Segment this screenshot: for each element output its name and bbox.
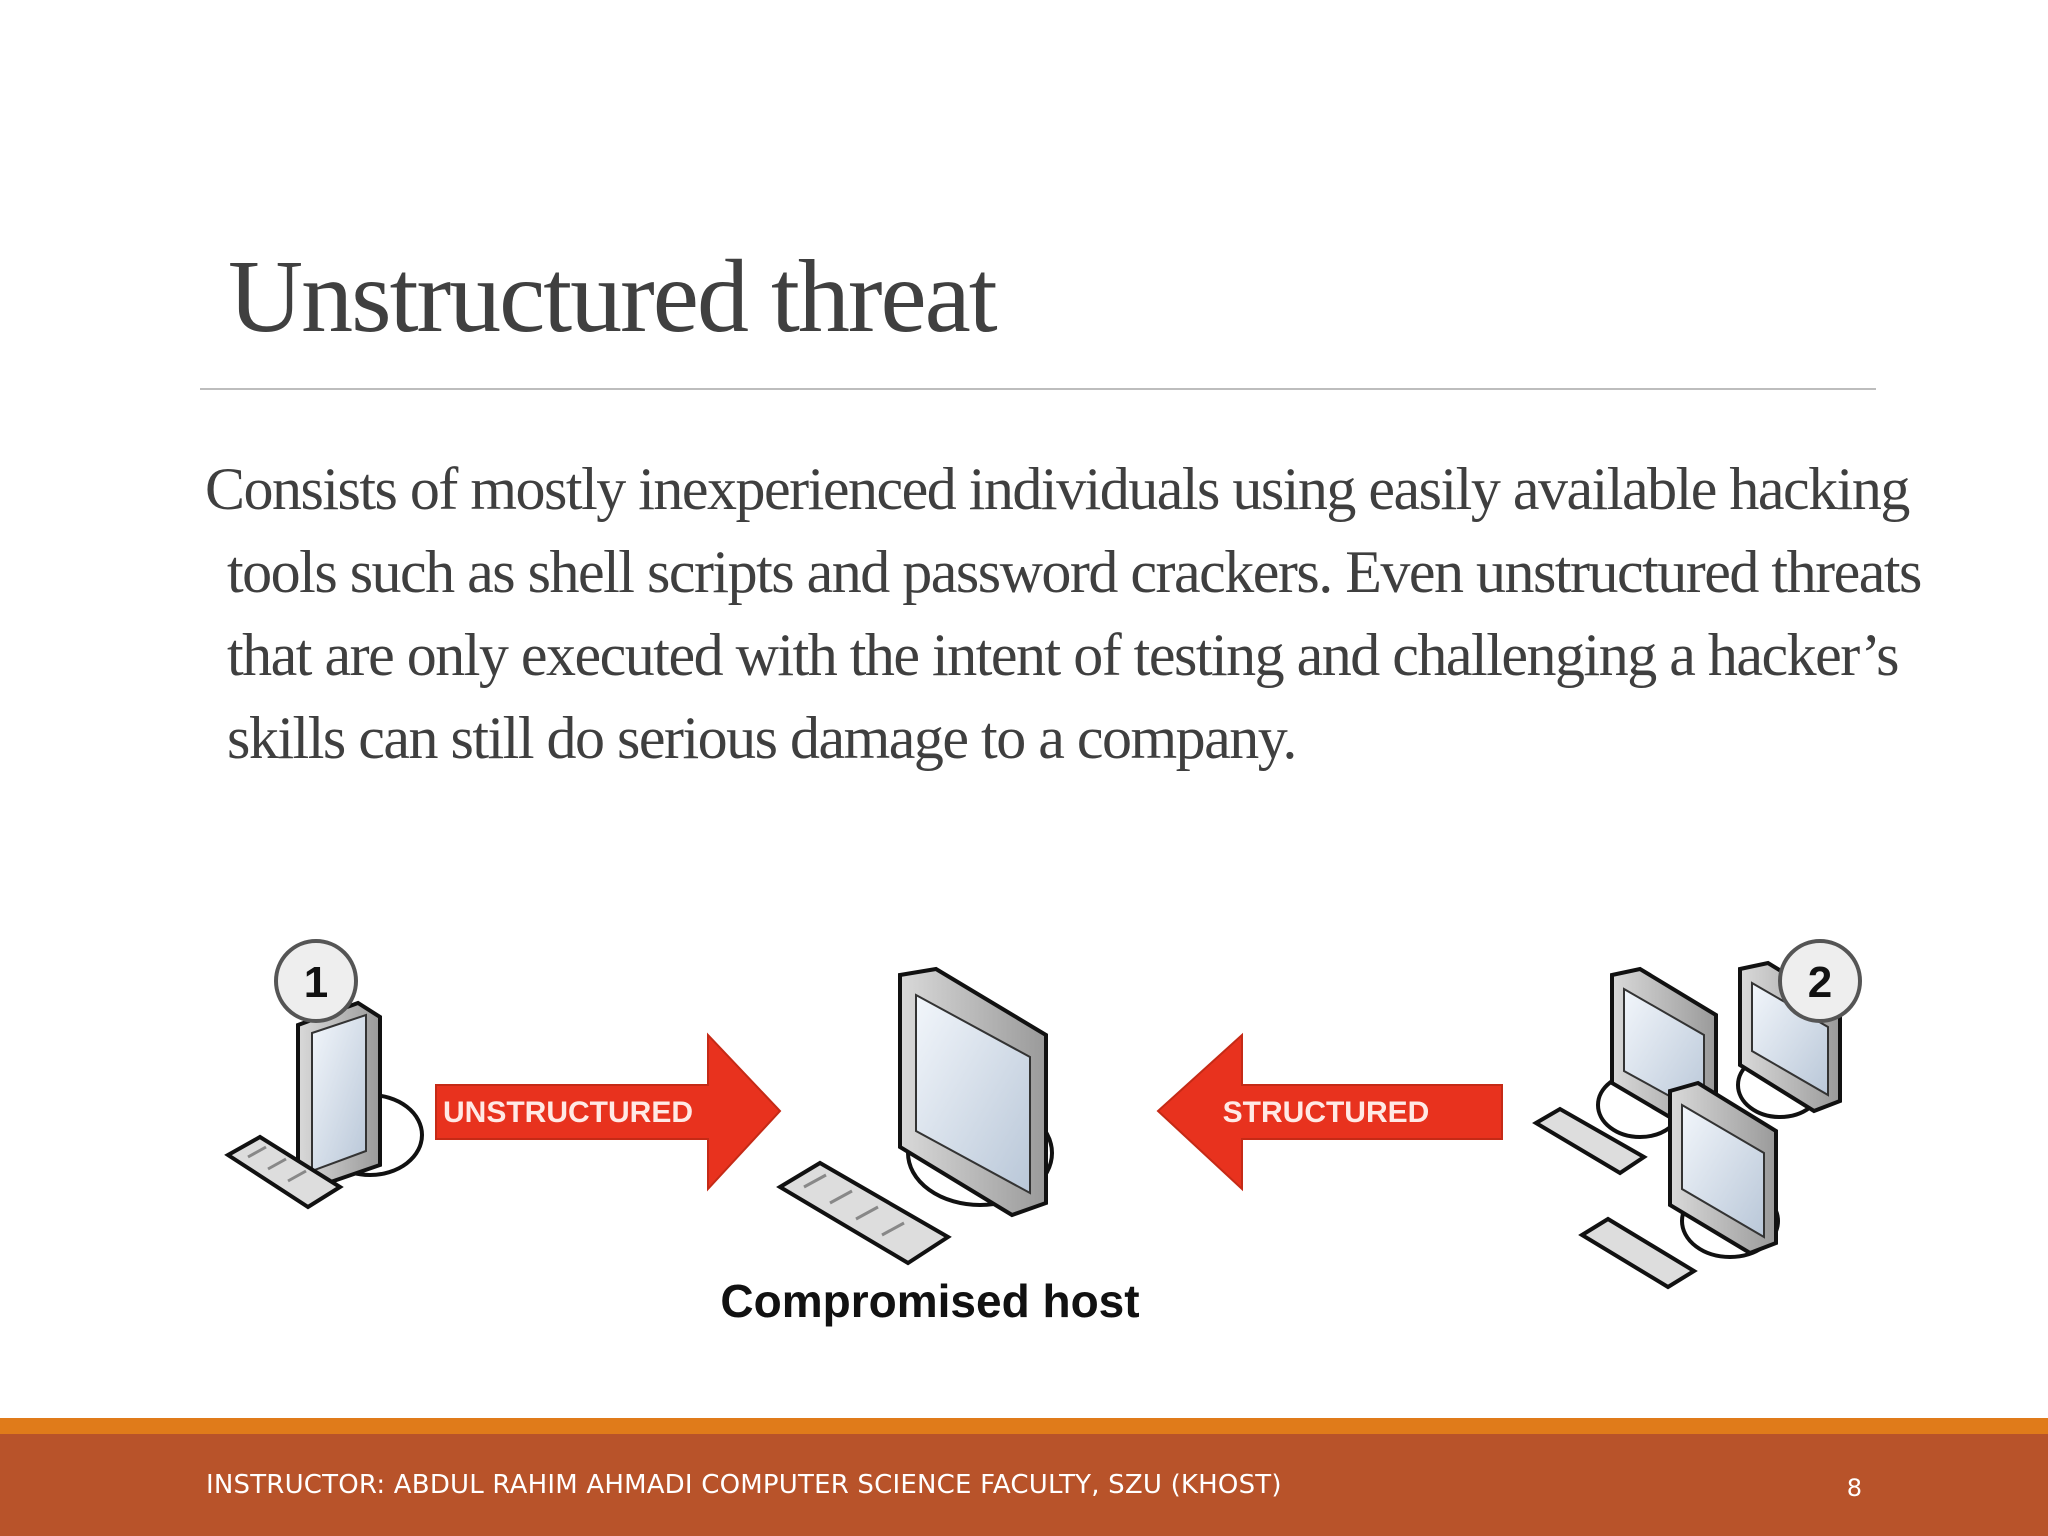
title-divider [200, 388, 1876, 390]
unstructured-arrow-label: UNSTRUCTURED [443, 1096, 693, 1129]
slide-title: Unstructured threat [228, 239, 996, 354]
footer-accent-stripe [0, 1418, 2048, 1434]
unstructured-arrow [436, 1035, 780, 1189]
compromised-host-caption: Compromised host [720, 1275, 1140, 1327]
structured-arrow [1158, 1035, 1502, 1189]
threat-diagram [200, 925, 1890, 1345]
badge-1 [276, 941, 356, 1021]
attacker-computer-1 [228, 1003, 422, 1207]
footer-instructor-text: INSTRUCTOR: ABDUL RAHIM AHMADI COMPUTER SCIENCE FACULTY, SZU (KHOST) [206, 1470, 1282, 1500]
compromised-host-computer [780, 969, 1052, 1263]
page-number: 8 [1846, 1474, 1862, 1502]
badge-2 [1780, 941, 1860, 1021]
badge-1-label: 1 [303, 958, 329, 1007]
structured-arrow-label: STRUCTURED [1222, 1096, 1430, 1129]
badge-2-label: 2 [1807, 958, 1833, 1007]
body-paragraph: Consists of mostly inexperienced individuals using easily available hacking tools such as shell scripts and password crackers. Even unstructured threats that are only executed with the intent of testing and challenging a hacker’s skills can still do serious damage to a company. [205, 456, 1921, 771]
